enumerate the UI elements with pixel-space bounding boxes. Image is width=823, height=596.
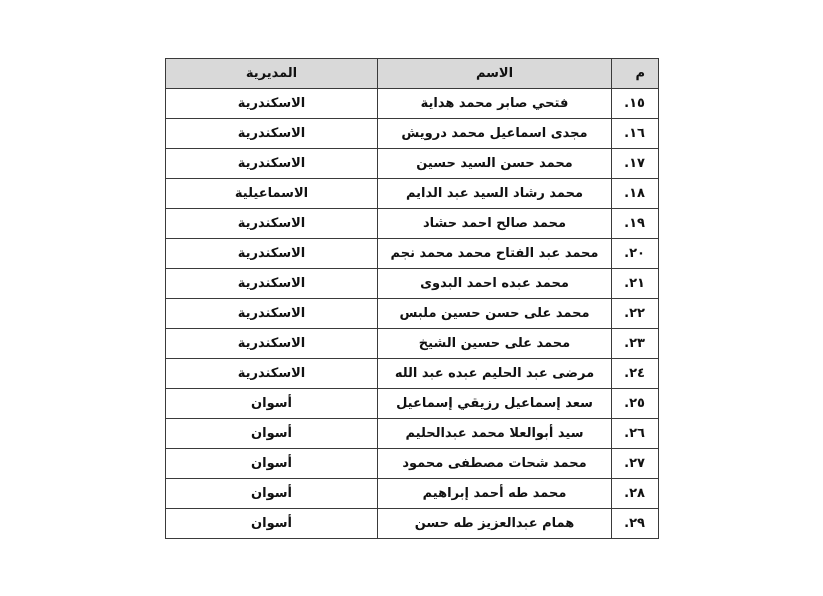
- table-row: [166, 419, 659, 449]
- row-directorate: الاسكندرية: [166, 359, 378, 389]
- row-directorate: أسوان: [166, 419, 378, 449]
- row-name: سعد إسماعيل رزيقي إسماعيل: [378, 389, 612, 419]
- row-name: محمد رشاد السيد عبد الدايم: [378, 179, 612, 209]
- header-name: الاسم: [378, 59, 612, 89]
- table-body: [166, 89, 659, 539]
- row-directorate: أسوان: [166, 389, 378, 419]
- row-number: ١٨.: [612, 179, 659, 209]
- row-number: ٢٨.: [612, 479, 659, 509]
- table-row: [166, 509, 659, 539]
- table-row: [166, 89, 659, 119]
- row-number: ٢٧.: [612, 449, 659, 479]
- row-name: مجدى اسماعيل محمد درويش: [378, 119, 612, 149]
- row-name: همام عبدالعزيز طه حسن: [378, 509, 612, 539]
- row-number: ٢٥.: [612, 389, 659, 419]
- header-number: م: [612, 59, 659, 89]
- row-name: محمد عبده احمد البدوى: [378, 269, 612, 299]
- row-directorate: الاسكندرية: [166, 149, 378, 179]
- row-number: ٢٠.: [612, 239, 659, 269]
- row-name: فتحي صابر محمد هداية: [378, 89, 612, 119]
- row-number: ٢٢.: [612, 299, 659, 329]
- row-number: ١٩.: [612, 209, 659, 239]
- table-row: [166, 209, 659, 239]
- row-directorate: الاسكندرية: [166, 119, 378, 149]
- table-row: [166, 149, 659, 179]
- row-directorate: أسوان: [166, 509, 378, 539]
- table-row: [166, 269, 659, 299]
- header-row: [166, 59, 659, 89]
- row-number: ٢٣.: [612, 329, 659, 359]
- row-name: محمد شحات مصطفى محمود: [378, 449, 612, 479]
- table-row: [166, 479, 659, 509]
- table-header: [166, 59, 659, 89]
- row-name: محمد على حسن حسين ملبس: [378, 299, 612, 329]
- row-number: ٢١.: [612, 269, 659, 299]
- row-name: محمد صالح احمد حشاد: [378, 209, 612, 239]
- row-directorate: الاسكندرية: [166, 209, 378, 239]
- row-number: ١٧.: [612, 149, 659, 179]
- row-directorate: الاسكندرية: [166, 269, 378, 299]
- row-name: محمد عبد الفتاح محمد محمد نجم: [378, 239, 612, 269]
- row-directorate: أسوان: [166, 449, 378, 479]
- table-row: [166, 239, 659, 269]
- row-name: محمد حسن السيد حسين: [378, 149, 612, 179]
- row-name: سيد أبوالعلا محمد عبدالحليم: [378, 419, 612, 449]
- row-directorate: الاسكندرية: [166, 329, 378, 359]
- row-directorate: الاسكندرية: [166, 299, 378, 329]
- table-row: [166, 389, 659, 419]
- row-name: محمد على حسين الشيخ: [378, 329, 612, 359]
- row-name: مرضى عبد الحليم عبده عبد الله: [378, 359, 612, 389]
- row-directorate: الاسماعيلية: [166, 179, 378, 209]
- table-row: [166, 119, 659, 149]
- row-number: ٢٤.: [612, 359, 659, 389]
- table-row: [166, 359, 659, 389]
- row-number: ١٥.: [612, 89, 659, 119]
- row-directorate: أسوان: [166, 479, 378, 509]
- table-row: [166, 449, 659, 479]
- row-directorate: الاسكندرية: [166, 239, 378, 269]
- row-number: ٢٩.: [612, 509, 659, 539]
- row-directorate: الاسكندرية: [166, 89, 378, 119]
- row-number: ٢٦.: [612, 419, 659, 449]
- table-row: [166, 179, 659, 209]
- table-row: [166, 299, 659, 329]
- names-table: [165, 58, 659, 539]
- table-row: [166, 329, 659, 359]
- row-name: محمد طه أحمد إبراهيم: [378, 479, 612, 509]
- header-directorate: المديرية: [166, 59, 378, 89]
- row-number: ١٦.: [612, 119, 659, 149]
